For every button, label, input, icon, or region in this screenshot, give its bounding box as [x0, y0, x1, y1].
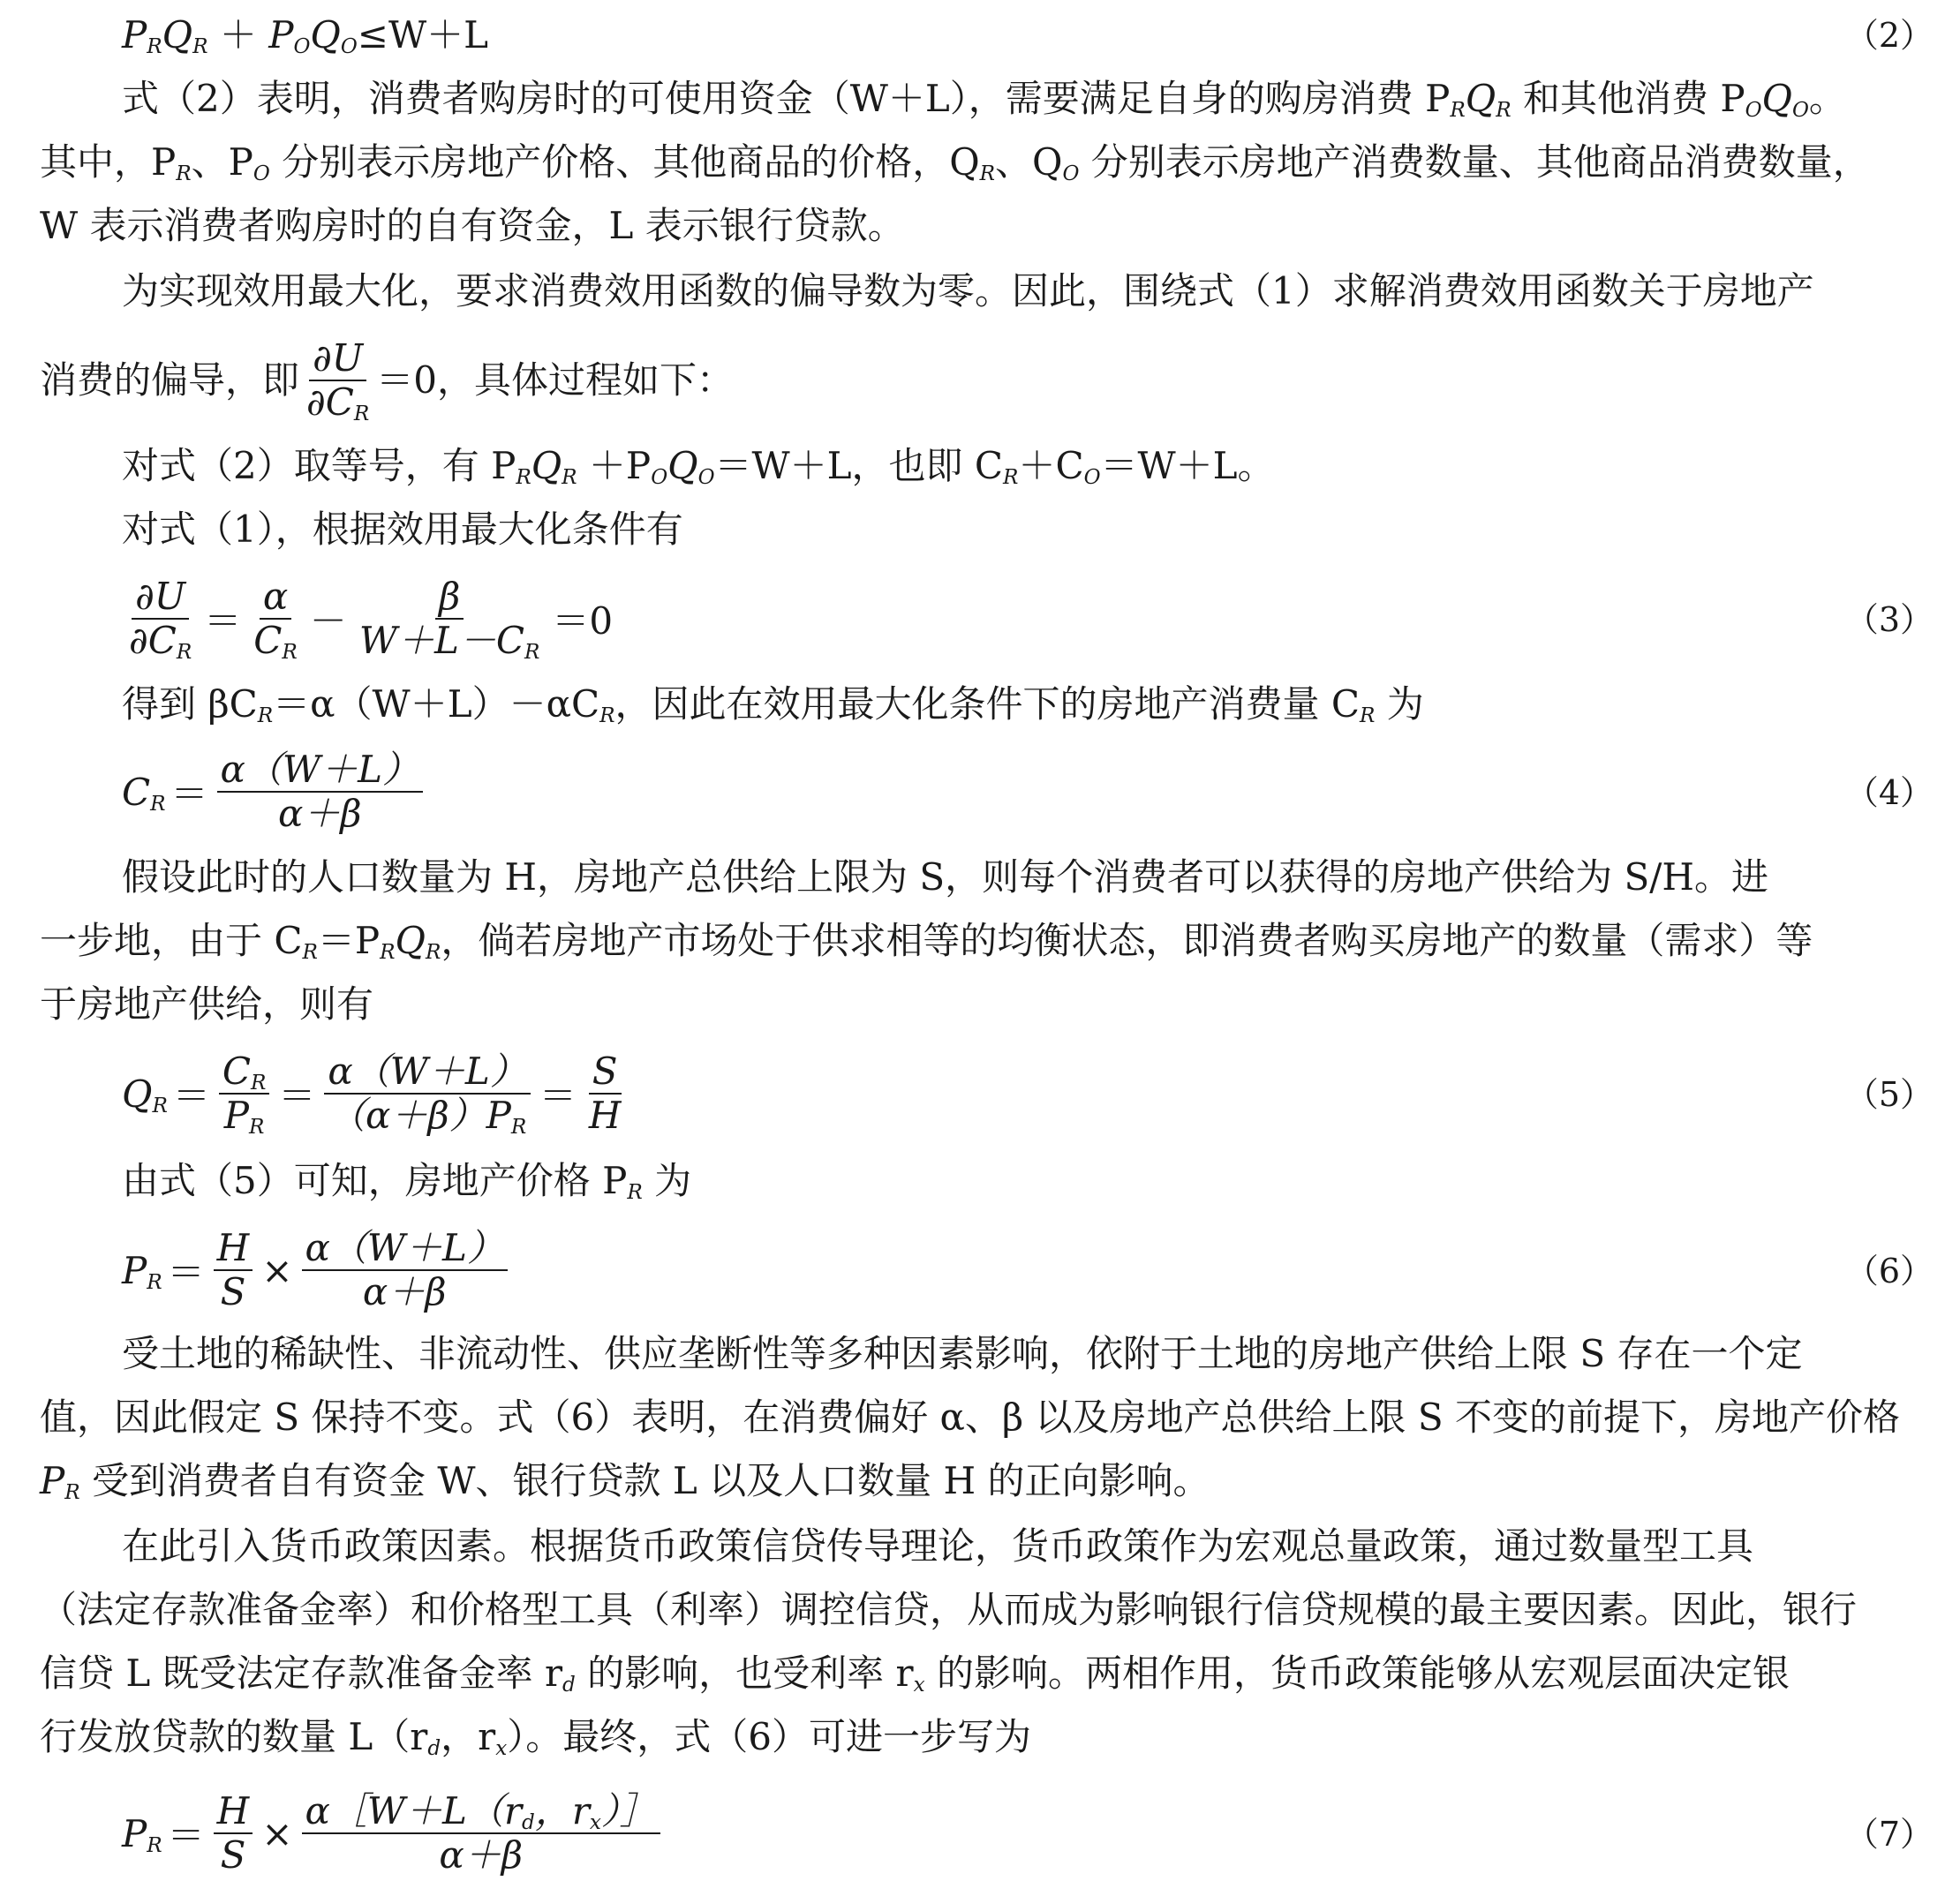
- paragraph-6-line-3: 于房地产供给，则有: [40, 982, 374, 1026]
- equation-5: $Q_R$ ＝ $\frac{C_R}{P_R}$ ＝ $\frac{\alpha(W+L)}{(\alpha+\beta)P_R}$ ＝ $\frac{S}{H}$: [122, 1050, 622, 1139]
- paragraph-1-line-1: 式（2）表明，消费者购房时的可使用资金（W＋L），需要满足自身的购房消费 $P_RQ_R$ 和其他消费 $P_OQ_O$。: [122, 77, 1846, 122]
- equation-6: $P_R$ ＝ $\frac{H}{S}$ × $\frac{\alpha(W+L)}{\alpha+\beta}$: [122, 1222, 511, 1319]
- paragraph-9-line-2: （法定存款准备金率）和价格型工具（利率）调控信贷，从而成为影响银行信贷规模的最主要因素。因此，银行: [40, 1588, 1858, 1631]
- paragraph-1-line-2: 其中，$P_R$、$P_O$ 分别表示房地产价格、其他商品的价格，$Q_R$、$Q_O$ 分别表示房地产消费数量、其他商品消费数量，: [40, 140, 1870, 185]
- equation-number-3: （3）: [1844, 600, 1934, 639]
- partial-derivative-fraction: $\frac{\partial U}{\partial C_R}$: [306, 336, 370, 425]
- paragraph-5: 得到 $\beta C_R=\alpha(W+L)-\alpha C_R$，因此在效用最大化条件下的房地产消费量 $C_R$ 为: [122, 682, 1424, 727]
- paragraph-8-line-1: 受土地的稀缺性、非流动性、供应垄断性等多种因素影响，依附于土地的房地产供给上限 S 存在一个定: [122, 1332, 1803, 1375]
- paragraph-2-line-1: 为实现效用最大化，要求消费效用函数的偏导数为零。因此，围绕式（1）求解消费效用函数关于房地产: [122, 269, 1814, 312]
- equation-number-2: （2）: [1844, 16, 1934, 55]
- paragraph-4: 对式（1），根据效用最大化条件有: [122, 508, 683, 551]
- paragraph-6-line-1: 假设此时的人口数量为 H，房地产总供给上限为 S，则每个消费者可以获得的房地产供给为 S/H。进: [122, 855, 1769, 899]
- paragraph-6-line-2: 一步地，由于 $C_R=P_RQ_R$，倘若房地产市场处于供求相等的均衡状态，即消费者购买房地产的数量（需求）等: [40, 919, 1813, 964]
- equation-number-6: （6）: [1844, 1252, 1934, 1290]
- paragraph-1-line-3: W 表示消费者购房时的自有资金，L 表示银行贷款。: [40, 204, 905, 247]
- equation-2: $P_RQ_R + P_OQ_O\le W+L$: [122, 13, 489, 58]
- paragraph-8-line-2: 值，因此假定 S 保持不变。式（6）表明，在消费偏好 α、β 以及房地产总供给上限 S 不变的前提下，房地产价格: [40, 1396, 1901, 1439]
- paragraph-2-line-2: 消费的偏导，即 $\frac{\partial U}{\partial C_R}$ ＝0，具体过程如下：: [40, 336, 734, 425]
- equation-number-5: （5）: [1844, 1075, 1934, 1114]
- equation-4: $C_R$ ＝ $\frac{\alpha(W+L)}{\alpha+\beta}$: [122, 743, 426, 840]
- paragraph-9-line-1: 在此引入货币政策因素。根据货币政策信贷传导理论，货币政策作为宏观总量政策，通过数量型工具: [122, 1524, 1754, 1568]
- paragraph-9-line-3: 信贷 L 既受法定存款准备金率 $r_d$ 的影响，也受利率 $r_x$ 的影响。两相作用，货币政策能够从宏观层面决定银: [40, 1651, 1790, 1697]
- equation-7: $P_R$ ＝ $\frac{H}{S}$ × $\frac{\alpha[W+L(r_d,r_x)]}{\alpha+\beta}$: [122, 1785, 664, 1882]
- equation-number-7: （7）: [1844, 1815, 1934, 1854]
- paragraph-3: 对式（2）取等号，有 $P_RQ_R +P_OQ_O=W+L$，也即 $C_R+C_O=W+L$。: [122, 444, 1275, 489]
- equation-3: $\frac{\partial U}{\partial C_R}$ ＝ $\frac{\alpha}{C_R}$ － $\frac{\beta}{W+L-C_R}$ ＝0: [129, 575, 614, 664]
- paragraph-7: 由式（5）可知，房地产价格 $P_R$ 为: [122, 1159, 692, 1204]
- paragraph-9-line-4: 行发放贷款的数量 $L(r_d$，$r_x$）。最终，式（6）可进一步写为: [40, 1715, 1031, 1760]
- paragraph-8-line-3: $P_R$ 受到消费者自有资金 W、银行贷款 L 以及人口数量 H 的正向影响。: [40, 1459, 1210, 1504]
- equation-number-4: （4）: [1844, 773, 1934, 812]
